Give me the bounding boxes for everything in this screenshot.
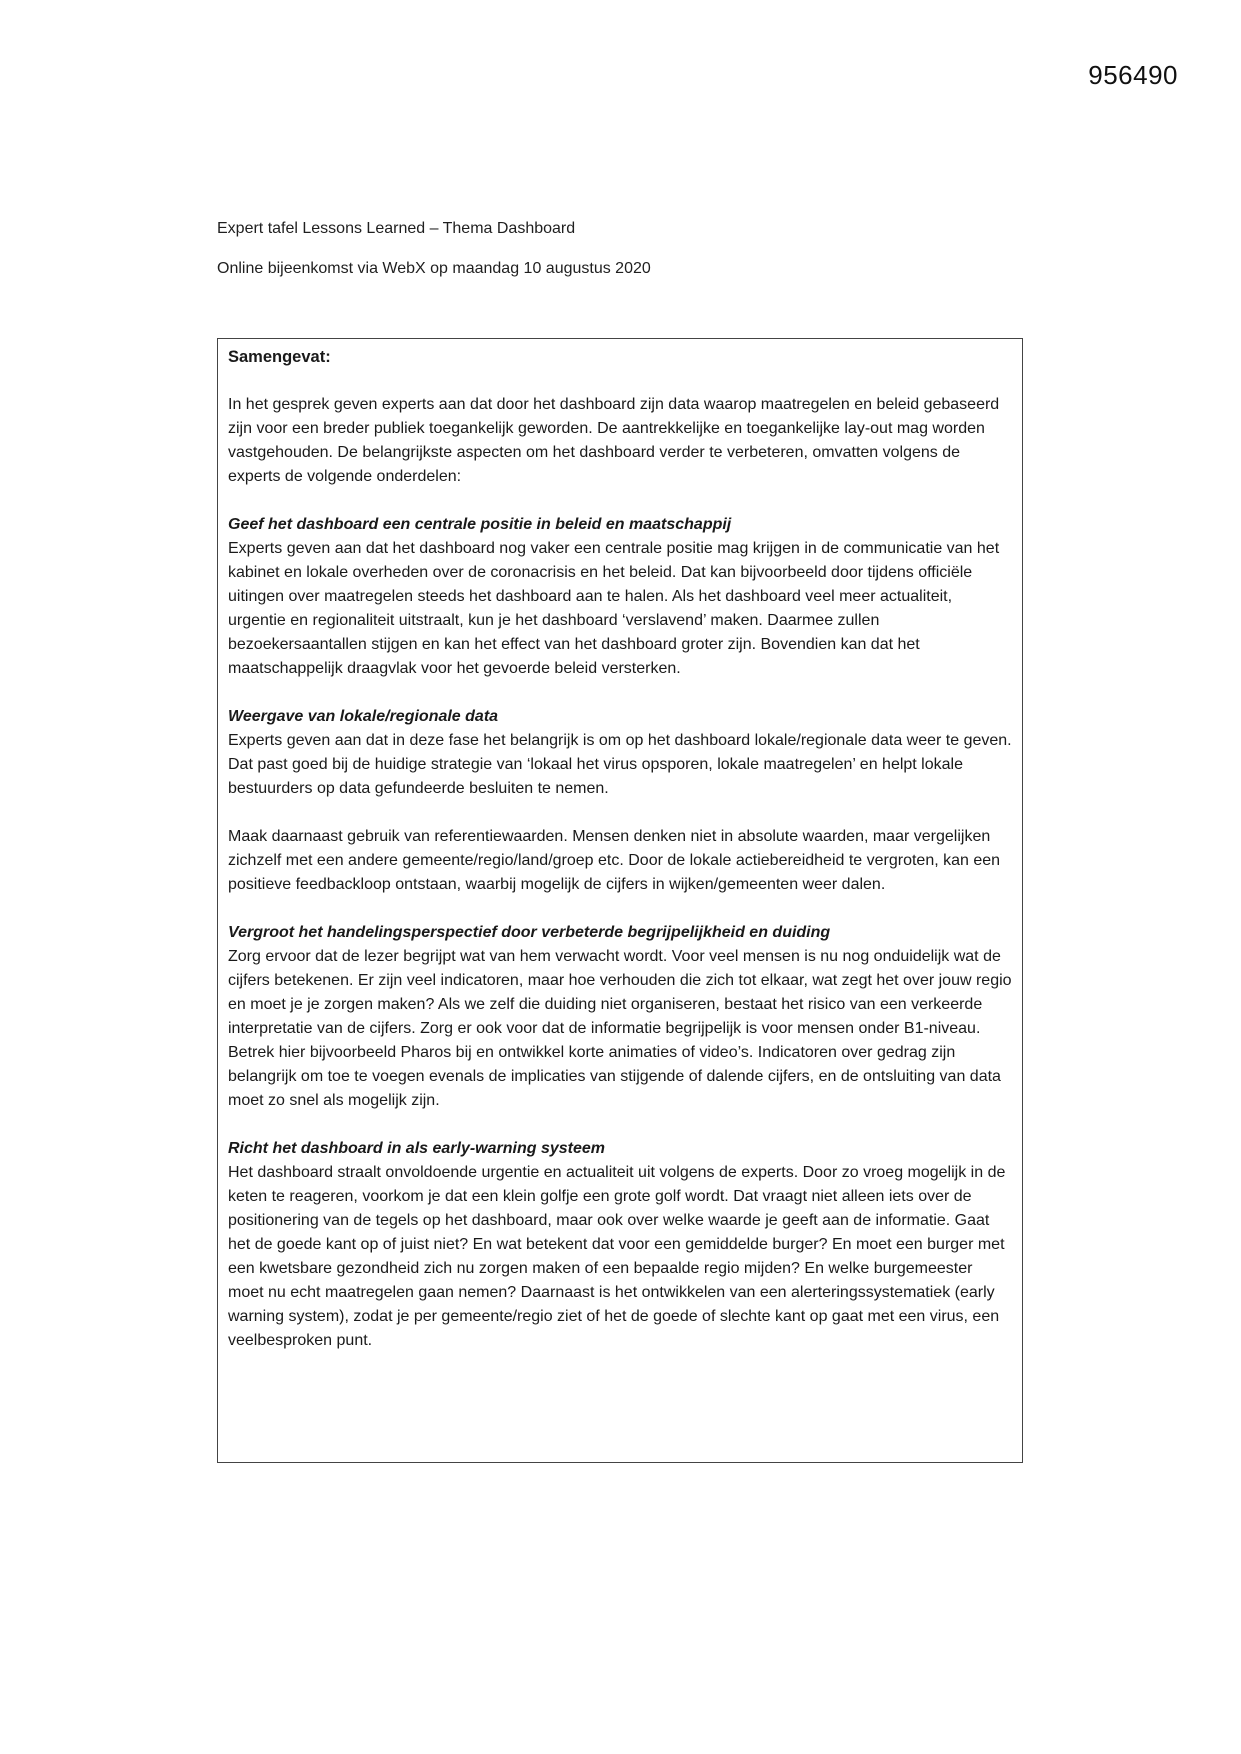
section-body: Experts geven aan dat in deze fase het belangrijk is om op het dashboard lokale/regionale data weer te geven. Dat past goed bij de huidige strategie van ‘lokaal het virus opsporen, lokale maatregelen’ en helpt lokale bestuurders op data gefundeerde besluiten te nemen.: [228, 732, 1012, 797]
section-lokale-data: [228, 705, 1012, 897]
summary-intro: In het gesprek geven experts aan dat door het dashboard zijn data waarop maatregelen en beleid gebaseerd zijn voor een breder publiek toegankelijk geworden. De aantrekkelijke en toegankelijke lay-out mag worden vastgehouden. De belangrijkste aspecten om het dashboard verder te verbeteren, omvatten volgens de experts de volgende onderdelen:: [228, 396, 1000, 485]
section-body: Zorg ervoor dat de lezer begrijpt wat van hem verwacht wordt. Voor veel mensen is nu nog onduidelijk wat de cijfers betekenen. Er zijn veel indicatoren, maar hoe verhouden die zich tot elkaar, wat zegt het over jouw regio en moet je je zorgen maken? Als we zelf die duiding niet organiseren, bestaat het risico van een verkeerde interpretatie van de cijfers. Zorg er ook voor dat de informatie begrijpelijk is voor mensen onder B1-niveau. Betrek hier bijvoorbeeld Pharos bij en ontwikkel korte animaties of video’s. Indicatoren over gedrag zijn belangrijk om toe te voegen evenals de implicaties van stijgende of dalende cijfers, en de ontsluiting van data moet zo snel als mogelijk zijn.: [228, 948, 1012, 1109]
section-title: Weergave van lokale/regionale data: [228, 708, 499, 725]
section-title: Geef het dashboard een centrale positie in beleid en maatschappij: [228, 516, 732, 533]
document-number: 956490: [1088, 60, 1178, 90]
section-body: Experts geven aan dat het dashboard nog vaker een centrale positie mag krijgen in de communicatie van het kabinet en lokale overheden over de coronacrisis en het beleid. Dat kan bijvoorbeeld door tijdens officiële uitingen over maatregelen steeds het dashboard aan te halen. Als het dashboard veel meer actualiteit, urgentie en regionaliteit uitstraalt, kun je het dashboard ‘verslavend’ maken. Daarmee zullen bezoekersaantallen stijgen en kan het effect van het dashboard groter zijn. Bovendien kan dat het maatschappelijk draagvlak voor het gevoerde beleid versterken.: [228, 540, 1000, 677]
section-body: Het dashboard straalt onvoldoende urgentie en actualiteit uit volgens de experts. Door zo vroeg mogelijk in de keten te reageren, voorkom je dat een klein golfje een grote golf wordt. Dat vraagt niet alleen iets over de positionering van de tegels op het dashboard, maar ook over welke waarde je geeft aan de informatie. Gaat het de goede kant op of juist niet? En wat betekent dat voor een gemiddelde burger? En moet een burger met een kwetsbare gezondheid zich nu zorgen maken of een bepaalde regio mijden? En welke burgemeester moet nu echt maatregelen gaan nemen? Daarnaast is het ontwikkelen van een alerteringssystematiek (early warning system), zodat je per gemeente/regio ziet of het de goede of slechte kant op gaat met een virus, een veelbesproken punt.: [228, 1164, 1006, 1349]
section-handelingsperspectief: [228, 921, 1012, 1113]
section-body-extra: Maak daarnaast gebruik van referentiewaarden. Mensen denken niet in absolute waarden, maar vergelijken zichzelf met een andere gemeente/regio/land/groep etc. Door de lokale actiebereidheid te vergroten, kan een positieve feedbackloop ontstaan, waarbij mogelijk de cijfers in wijken/gemeenten weer dalen.: [228, 828, 1001, 893]
summary-box: [217, 338, 1023, 1463]
section-title: Richt het dashboard in als early-warning systeem: [228, 1140, 605, 1157]
section-centrale-positie: [228, 513, 1012, 681]
document-title: Expert tafel Lessons Learned – Thema Dashboard: [217, 220, 576, 237]
summary-heading: Samengevat:: [228, 348, 331, 366]
section-title: Vergroot het handelingsperspectief door verbeterde begrijpelijkheid en duiding: [228, 924, 831, 941]
section-early-warning: [228, 1137, 1012, 1353]
meeting-info: Online bijeenkomst via WebX op maandag 10 augustus 2020: [217, 260, 651, 277]
